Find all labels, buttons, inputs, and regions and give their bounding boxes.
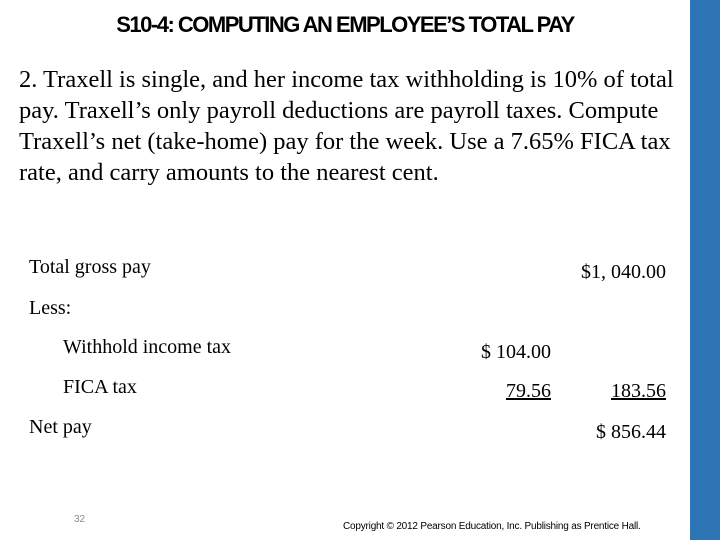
- total-gross-value: $1, 040.00: [581, 261, 666, 283]
- problem-statement: 2. Traxell is single, and her income tax withholding is 10% of total pay. Traxell’s only payroll deductions are payroll taxes. Compute Traxell’s net (take-home) pay for the week. Use a 7.65% FICA tax rate, and carry amounts to the nearest cent.: [19, 66, 674, 186]
- net-pay-label: Net pay: [29, 416, 92, 438]
- total-deductions-value: 183.56: [611, 380, 666, 402]
- slide-title: S10-4: COMPUTING AN EMPLOYEE’S TOTAL PAY: [116, 12, 574, 37]
- fica-tax-label: FICA tax: [63, 376, 137, 398]
- net-pay-value: $ 856.44: [596, 421, 666, 443]
- withhold-income-tax-value: $ 104.00: [481, 341, 551, 363]
- withhold-income-tax-label: Withhold income tax: [63, 336, 232, 358]
- page-number: 32: [74, 514, 86, 525]
- copyright-notice: Copyright © 2012 Pearson Education, Inc. Publishing as Prentice Hall.: [343, 521, 641, 532]
- accent-bar: [690, 0, 720, 540]
- total-gross-label: Total gross pay: [29, 256, 151, 278]
- fica-tax-value: 79.56: [506, 380, 551, 402]
- less-label: Less:: [29, 297, 72, 319]
